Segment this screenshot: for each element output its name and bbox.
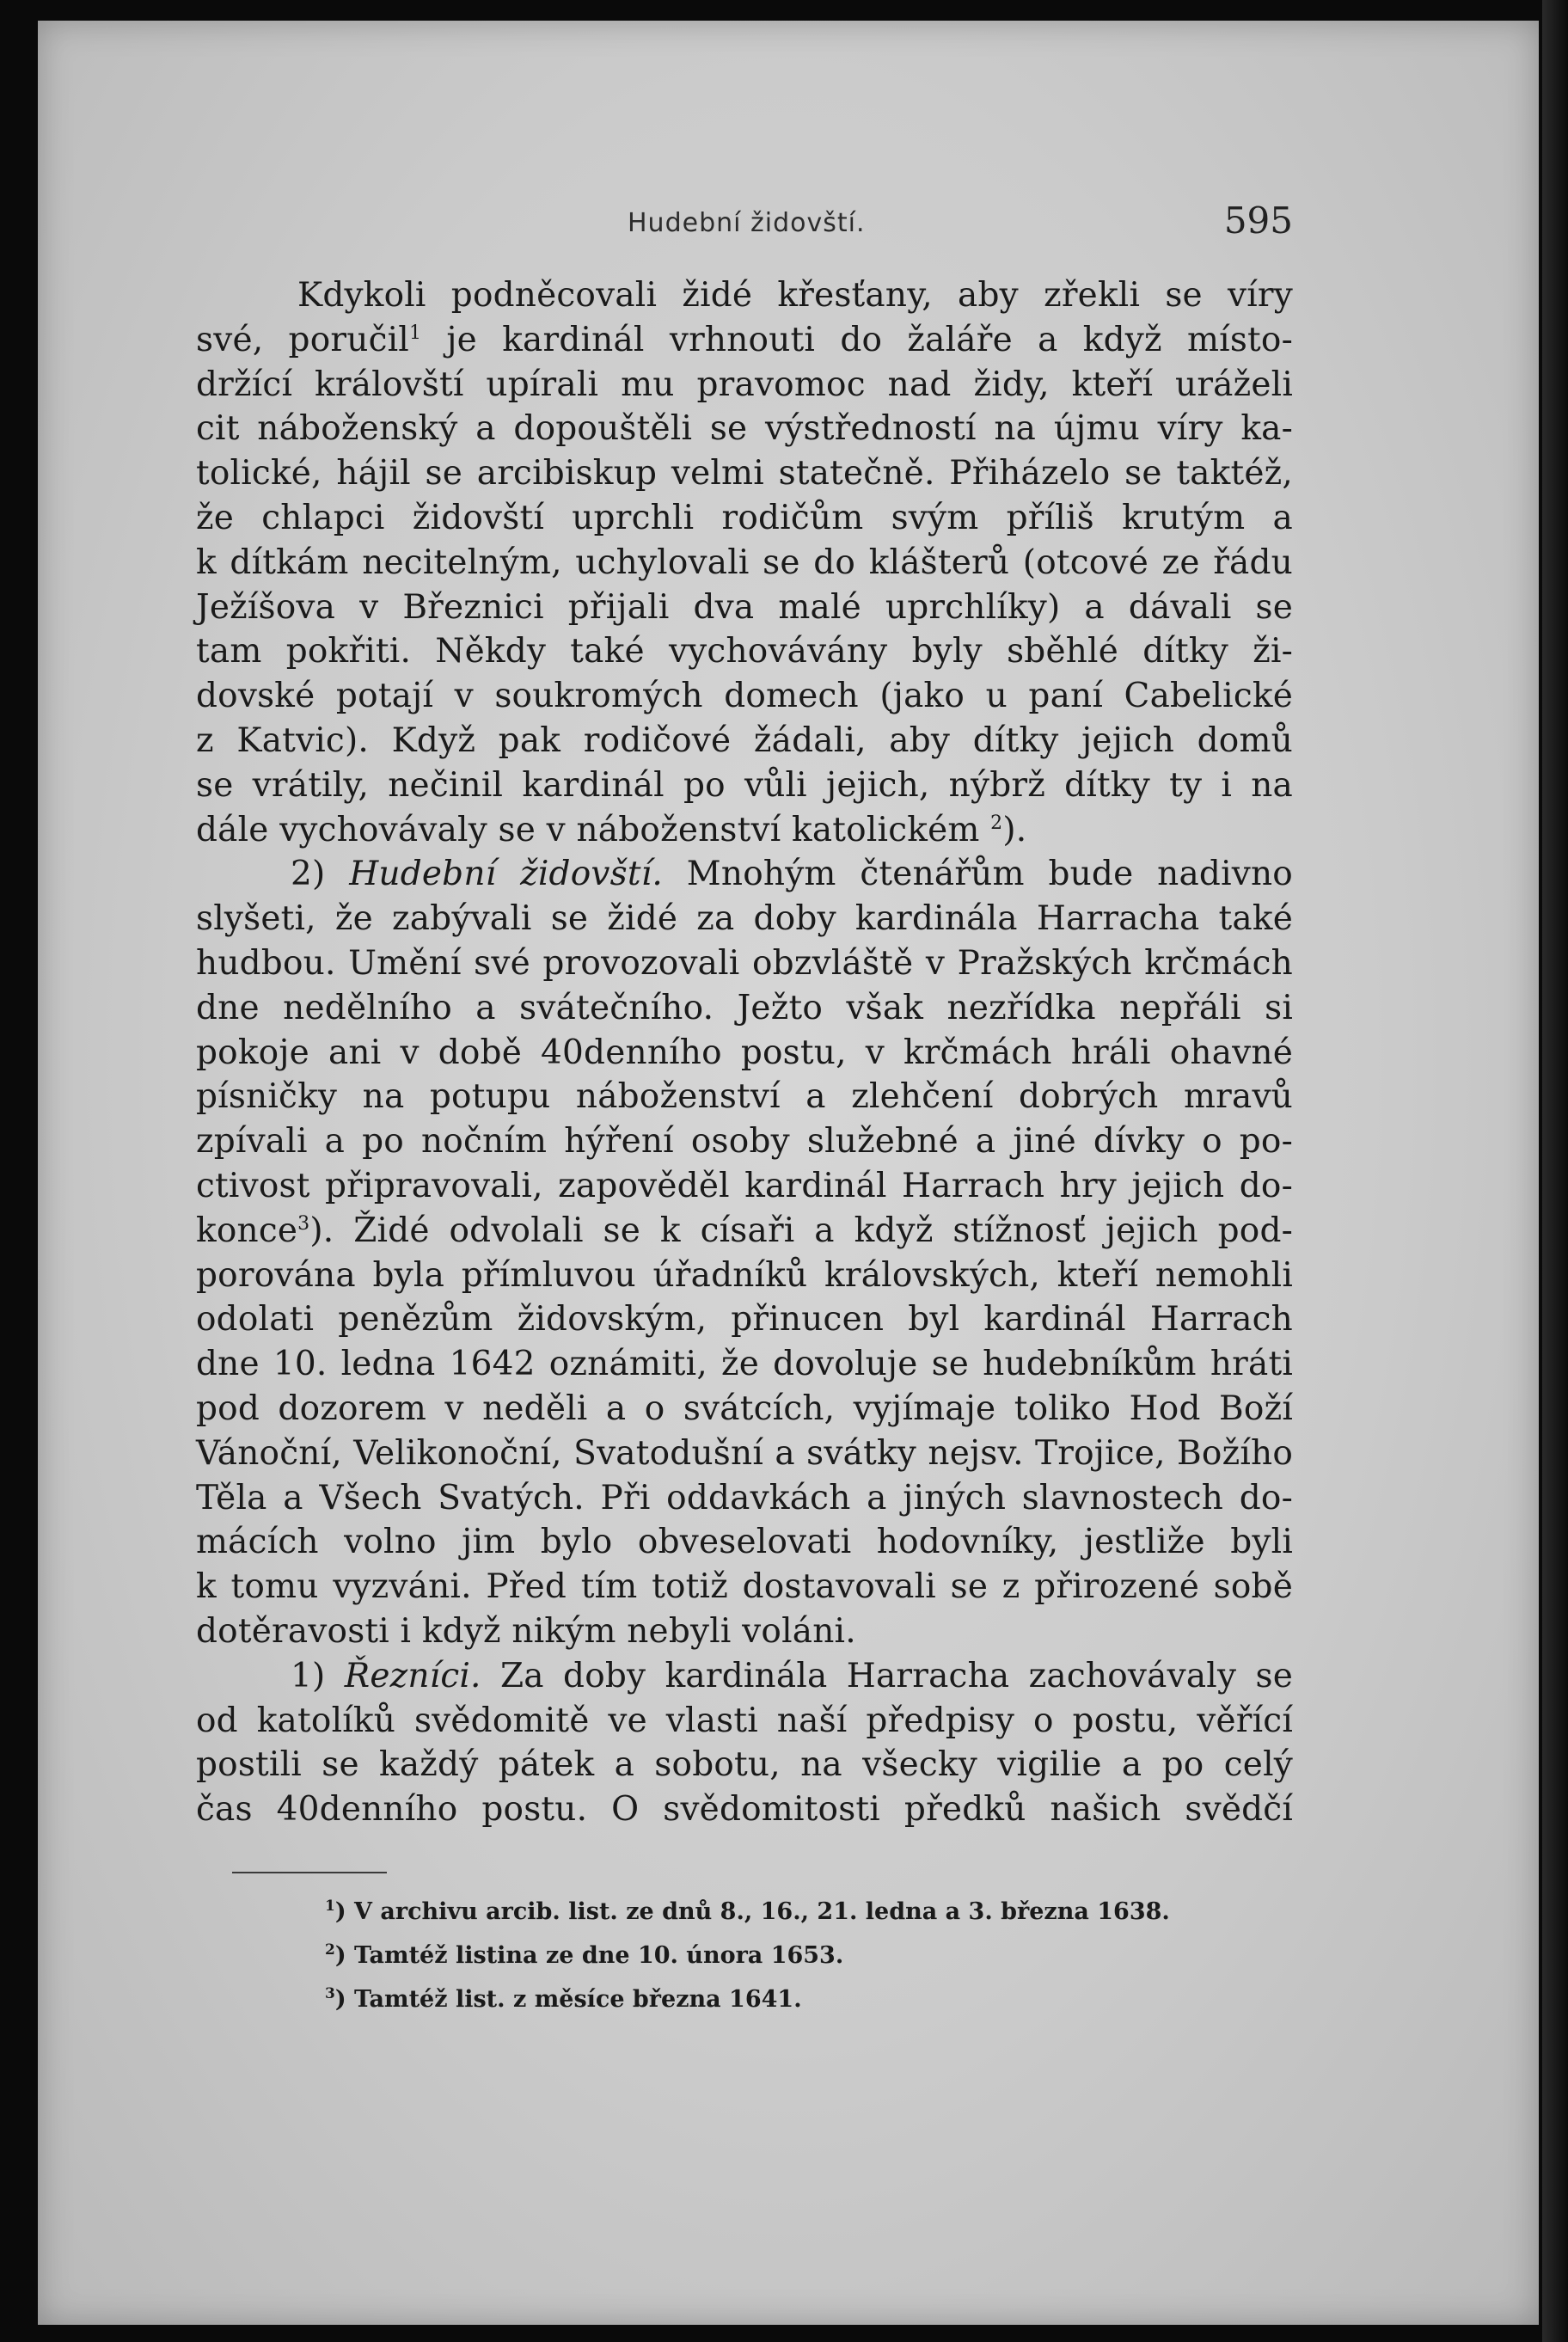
footnote-ref: 1: [408, 322, 422, 344]
text-line: držící královští upírali mu pravomoc nad židy, kteří uráželi: [196, 365, 1293, 404]
text-line: tolické, hájil se arcibiskup velmi statečně. Přiházelo se taktéž,: [196, 454, 1293, 494]
page-header: [196, 196, 1293, 248]
text-line: hudbou. Umění své provozovali obzvláště v Pražských krčmách: [196, 943, 1293, 983]
text-span: konce: [196, 1211, 298, 1250]
text-line: pod dozorem v neděli a o svátcích, vyjímaje toliko Hod Boží: [196, 1389, 1293, 1428]
text-line: pokoje ani v době 40denního postu, v krčmách hráli ohavné: [196, 1033, 1293, 1072]
footnote: [325, 1977, 1271, 2021]
text-line: dotěravosti i když nikým nebyli voláni.: [196, 1611, 856, 1651]
text-line: tam pokřiti. Někdy také vychovávány byly sběhlé dítky ži-: [196, 632, 1293, 671]
text-line: k dítkám necitelným, uchylovali se do klášterů (otcové ze řádu: [196, 543, 1293, 582]
footnote-mark: 3: [325, 1985, 335, 2002]
footnote: [325, 1890, 1271, 1934]
text-span: Za doby kardinála Harracha zachovávaly se: [481, 1656, 1293, 1695]
footnote: [325, 1934, 1271, 1977]
section-heading-line: [196, 852, 1293, 897]
text-line: cit náboženský a dopouštěli se výstředností na újmu víry ka-: [196, 409, 1293, 449]
footnotes: [325, 1890, 1271, 2021]
text-span: ).: [1002, 810, 1027, 849]
text-line: čas 40denního postu. O svědomitosti předků našich svědčí: [196, 1790, 1293, 1830]
text-line: [196, 318, 1293, 363]
footnote-separator: [232, 1872, 387, 1873]
footnote-mark: 1: [325, 1898, 335, 1915]
footnote-text: ) Tamtéž listina ze dne 10. února 1653.: [334, 1942, 844, 1969]
footnote-text: ) V archivu arcib. list. ze dnů 8., 16., 21. ledna a 3. března 1638.: [334, 1898, 1170, 1925]
footnote-mark: 2: [325, 1941, 335, 1959]
text-line: ctivost připravovali, zapověděl kardinál Harrach hry jejich do-: [196, 1166, 1293, 1205]
text-line: slyšeti, že zabývali se židé za doby kardinála Harracha také: [196, 899, 1293, 939]
text-line: dovské potají v soukromých domech (jako u paní Cabelické: [196, 677, 1293, 716]
section-number: 1): [291, 1656, 345, 1695]
section-title: Hudební židovští.: [349, 855, 663, 894]
page-edge-shadow: [1542, 0, 1568, 2342]
text-line: postili se každý pátek a sobotu, na všecky vigilie a po celý: [196, 1745, 1293, 1785]
text-line: [196, 808, 1293, 853]
section-number: 2): [291, 855, 350, 894]
footnote-ref: 2: [990, 812, 1003, 834]
text-line: mácích volno jim bylo obveselovati hodovníky, jestliže byli: [196, 1523, 1293, 1562]
text-line: se vrátily, nečinil kardinál po vůli jejich, nýbrž dítky ty i na: [196, 765, 1293, 805]
section-heading-line: [196, 1654, 1293, 1699]
text-line: od katolíků svědomitě ve vlasti naší předpisy o postu, věřící: [196, 1701, 1293, 1740]
text-span: je kardinál vrhnouti do žaláře a když místo-: [421, 320, 1293, 359]
footnote-text: ) Tamtéž list. z měsíce března 1641.: [334, 1986, 802, 2013]
text-line: písničky na potupu náboženství a zlehčení dobrých mravů: [196, 1077, 1293, 1117]
text-line: zpívali a po nočním hýření osoby služebné a jiné dívky o po-: [196, 1122, 1293, 1162]
text-line: odolati penězům židovským, přinucen byl kardinál Harrach: [196, 1300, 1293, 1340]
section-title: Řezníci.: [344, 1656, 481, 1695]
text-line: z Katvic). Když pak rodičové žádali, aby dítky jejich domů: [196, 720, 1293, 760]
text-line: porována byla přímluvou úřadníků královských, kteří nemohli: [196, 1255, 1293, 1295]
text-line: Ježíšova v Březnici přijali dva malé uprchlíky) a dávali se: [196, 587, 1293, 627]
page-number: 595: [1223, 199, 1293, 242]
text-line: Kdykoli podněcovali židé křesťany, aby zřekli se víry: [297, 276, 1293, 315]
text-line: Vánoční, Velikonoční, Svatodušní a svátky nejsv. Trojice, Božího: [196, 1433, 1293, 1473]
text-line: dne nedělního a svátečního. Ježto však nezřídka nepřáli si: [196, 988, 1293, 1027]
footnote-ref: 3: [297, 1212, 310, 1235]
text-line: Těla a Všech Svatých. Při oddavkách a jiných slavnostech do-: [196, 1478, 1293, 1517]
text-span: ). Židé odvolali se k císaři a když stížnosť jejich pod-: [309, 1211, 1293, 1250]
body-text: [196, 273, 1293, 1832]
running-head: Hudební židovští.: [628, 208, 866, 238]
text-line: dne 10. ledna 1642 oznámiti, že dovoluje se hudebníkům hráti: [196, 1345, 1293, 1384]
text-line: [196, 1209, 1293, 1254]
text-line: že chlapci židovští uprchli rodičům svým příliš krutým a: [196, 498, 1293, 537]
text-span: své, poručil: [196, 320, 409, 359]
text-span: dále vychovávaly se v náboženství katolickém: [196, 810, 980, 849]
text-line: k tomu vyzváni. Před tím totiž dostavovali se z přirozené sobě: [196, 1567, 1293, 1607]
text-span: Mnohým čtenářům bude nadivno: [662, 855, 1293, 894]
